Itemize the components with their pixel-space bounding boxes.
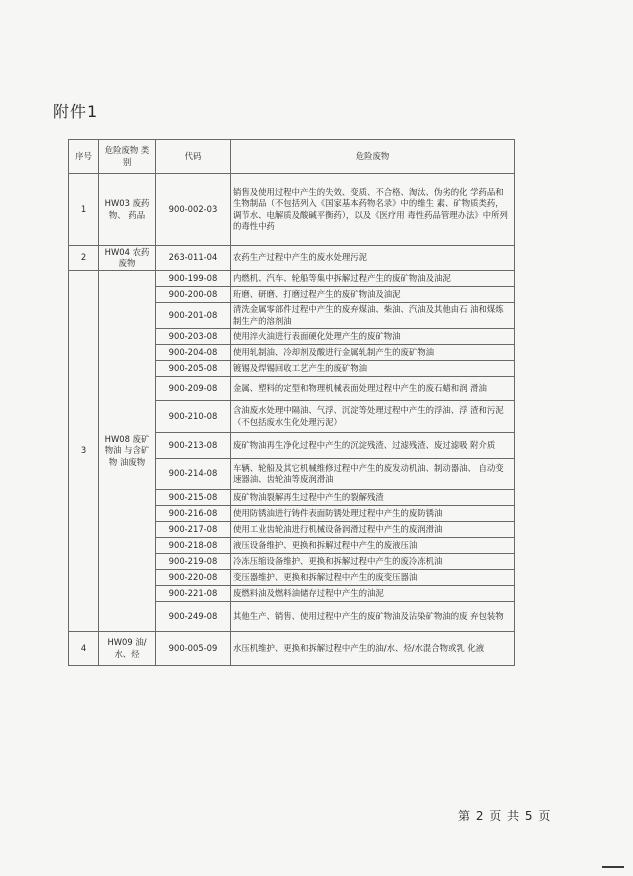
waste-description-cell: 销售及使用过程中产生的失效、变质、不合格、淘汰、伪劣的化 学药品和生物制品（不包括列入《国家基本药物名录》中的维生 素、矿物质类药，调节水、电解质及酸碱平衡药），以及《医疗用 毒性药品管理办法》中所列的毒性中药 <box>231 174 515 246</box>
header-no: 序号 <box>69 140 99 174</box>
waste-code-cell: 900-005-09 <box>156 632 231 666</box>
table-row <box>69 246 515 271</box>
waste-code-cell: 900-215-08 <box>156 490 231 506</box>
waste-code-cell: 900-221-08 <box>156 586 231 602</box>
waste-category-cell: HW08 废矿物油 与含矿物 油废物 <box>99 271 156 632</box>
waste-description-cell: 农药生产过程中产生的废水处理污泥 <box>231 246 515 271</box>
waste-code-cell: 900-216-08 <box>156 506 231 522</box>
waste-code-cell: 900-249-08 <box>156 602 231 632</box>
waste-code-cell: 900-203-08 <box>156 329 231 345</box>
waste-code-cell: 900-201-08 <box>156 303 231 329</box>
table-row <box>69 174 515 246</box>
waste-code-cell: 900-218-08 <box>156 538 231 554</box>
waste-code-cell: 900-002-03 <box>156 174 231 246</box>
waste-description-cell: 废矿物油裂解再生过程中产生的裂解残渣 <box>231 490 515 506</box>
waste-description-cell: 其他生产、销售、使用过程中产生的废矿物油及沾染矿物油的废 弃包装物 <box>231 602 515 632</box>
waste-description-cell: 变压器维护、更换和拆解过程中产生的废变压器油 <box>231 570 515 586</box>
table-row <box>69 632 515 666</box>
header-code: 代码 <box>156 140 231 174</box>
waste-description-cell: 水压机维护、更换和拆解过程中产生的油/水、烃/水混合物或乳 化液 <box>231 632 515 666</box>
waste-category-cell: HW09 油/水、烃 <box>99 632 156 666</box>
waste-description-cell: 废燃料油及燃料油储存过程中产生的油泥 <box>231 586 515 602</box>
page-edge-mark <box>602 866 624 868</box>
waste-description-cell: 使用工业齿轮油进行机械设备润滑过程中产生的废润滑油 <box>231 522 515 538</box>
waste-description-cell: 冷冻压缩设备维护、更换和拆解过程中产生的废冷冻机油 <box>231 554 515 570</box>
waste-description-cell: 清洗金属零部件过程中产生的废弃煤油、柴油、汽油及其他由石 油和煤炼制生产的溶剂油 <box>231 303 515 329</box>
table-row <box>69 271 515 287</box>
waste-code-cell: 900-209-08 <box>156 377 231 401</box>
waste-description-cell: 液压设备维护、更换和拆解过程中产生的废液压油 <box>231 538 515 554</box>
waste-code-cell: 900-220-08 <box>156 570 231 586</box>
waste-description-cell: 使用轧制油、冷却剂及酸进行金属轧制产生的废矿物油 <box>231 345 515 361</box>
waste-code-cell: 900-204-08 <box>156 345 231 361</box>
header-category: 危险废物 类别 <box>99 140 156 174</box>
waste-code-cell: 900-213-08 <box>156 433 231 459</box>
hazardous-waste-table <box>68 139 515 666</box>
attachment-title: 附件1 <box>53 102 99 121</box>
waste-code-cell: 900-205-08 <box>156 361 231 377</box>
waste-description-cell: 车辆、轮船及其它机械维修过程中产生的废发动机油、制动器油、 自动变速器油、齿轮油等废润滑油 <box>231 459 515 490</box>
waste-description-cell: 珩磨、研磨、打磨过程产生的废矿物油及油泥 <box>231 287 515 303</box>
waste-code-cell: 263-011-04 <box>156 246 231 271</box>
waste-code-cell: 900-217-08 <box>156 522 231 538</box>
waste-code-cell: 900-214-08 <box>156 459 231 490</box>
page-footer: 第 2 页 共 5 页 <box>458 809 552 823</box>
header-waste: 危险废物 <box>231 140 515 174</box>
waste-code-cell: 900-199-08 <box>156 271 231 287</box>
waste-code-cell: 900-200-08 <box>156 287 231 303</box>
row-number-cell: 4 <box>69 632 99 666</box>
table-header-row <box>69 140 515 174</box>
waste-description-cell: 镀锡及焊锡回收工艺产生的废矿物油 <box>231 361 515 377</box>
waste-description-cell: 金属、塑料的定型和物理机械表面处理过程中产生的废石蜡和润 滑油 <box>231 377 515 401</box>
waste-category-cell: HW04 农药废物 <box>99 246 156 271</box>
waste-code-cell: 900-219-08 <box>156 554 231 570</box>
waste-description-cell: 内燃机、汽车、轮船等集中拆解过程产生的废矿物油及油泥 <box>231 271 515 287</box>
waste-code-cell: 900-210-08 <box>156 401 231 433</box>
waste-description-cell: 含油废水处理中隔油、气浮、沉淀等处理过程中产生的浮油、浮 渣和污泥（不包括废水生化处理污泥） <box>231 401 515 433</box>
waste-description-cell: 使用淬火油进行表面硬化处理产生的废矿物油 <box>231 329 515 345</box>
row-number-cell: 1 <box>69 174 99 246</box>
row-number-cell: 2 <box>69 246 99 271</box>
waste-category-cell: HW03 废药物、 药品 <box>99 174 156 246</box>
row-number-cell: 3 <box>69 271 99 632</box>
waste-description-cell: 废矿物油再生净化过程中产生的沉淀残渣、过滤残渣、废过滤吸 附介质 <box>231 433 515 459</box>
waste-description-cell: 使用防锈油进行铸件表面防锈处理过程中产生的废防锈油 <box>231 506 515 522</box>
